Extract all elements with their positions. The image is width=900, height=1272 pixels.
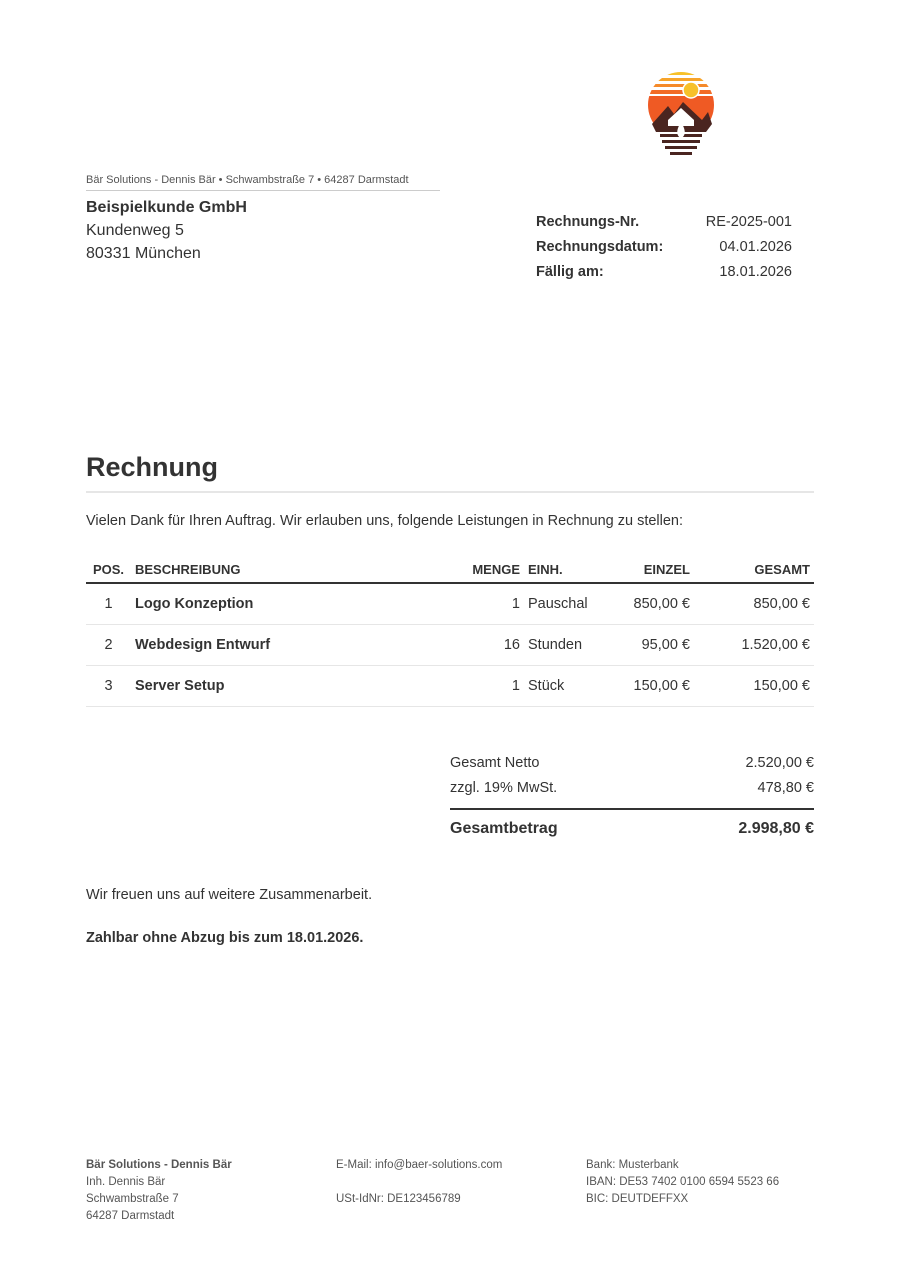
vat-value: 478,80 € <box>757 779 814 796</box>
footer-line: BIC: DEUTDEFFXX <box>586 1193 689 1205</box>
cell-quantity: 16 <box>434 625 524 666</box>
footer-line: Bär Solutions - Dennis Bär <box>86 1159 232 1171</box>
recipient-street: Kundenweg 5 <box>86 222 184 239</box>
recipient-city: 80331 München <box>86 245 201 262</box>
invoice-meta <box>536 214 792 289</box>
footer-vat-id: USt-IdNr: DE123456789 <box>336 1193 461 1205</box>
cell-unit-price: 150,00 € <box>614 666 704 707</box>
footer-line: Schwambstraße 7 <box>86 1193 179 1205</box>
meta-value: 18.01.2026 <box>719 264 792 280</box>
net-value: 2.520,00 € <box>745 754 814 771</box>
company-logo <box>646 72 716 162</box>
cell-unit-price: 95,00 € <box>614 625 704 666</box>
meta-label: Fällig am: <box>536 264 604 280</box>
table-row <box>86 625 814 666</box>
recipient-name: Beispielkunde GmbH <box>86 199 247 216</box>
col-unit: EINH. <box>524 556 614 583</box>
page-title: Rechnung <box>86 452 814 493</box>
cell-unit-price: 850,00 € <box>614 583 704 625</box>
cell-description: Logo Konzeption <box>131 583 434 625</box>
meta-label: Rechnungsdatum: <box>536 239 664 255</box>
table-row <box>86 666 814 707</box>
col-pos: POS. <box>86 556 131 583</box>
sender-line: Bär Solutions - Dennis Bär • Schwambstraße 7 • 64287 Darmstadt <box>86 174 440 191</box>
footer-line: IBAN: DE53 7402 0100 6594 5523 66 <box>586 1176 780 1188</box>
cell-unit: Stück <box>524 666 614 707</box>
net-label: Gesamt Netto <box>450 754 540 771</box>
cell-unit: Stunden <box>524 625 614 666</box>
footer-company <box>86 1157 232 1225</box>
table-header <box>86 556 814 583</box>
col-description: BESCHREIBUNG <box>131 556 434 583</box>
intro-text: Vielen Dank für Ihren Auftrag. Wir erlauben uns, folgende Leistungen in Rechnung zu stellen: <box>86 513 684 529</box>
totals <box>450 750 814 848</box>
cell-description: Webdesign Entwurf <box>131 625 434 666</box>
col-unit-price: EINZEL <box>614 556 704 583</box>
cell-total: 850,00 € <box>704 583 814 625</box>
cell-pos: 3 <box>86 666 131 707</box>
recipient-address <box>86 196 247 265</box>
meta-value: 04.01.2026 <box>719 239 792 255</box>
payment-terms: Zahlbar ohne Abzug bis zum 18.01.2026. <box>86 930 364 946</box>
table-row <box>86 583 814 625</box>
meta-label: Rechnungs-Nr. <box>536 214 640 230</box>
total-value: 2.998,80 € <box>738 820 814 837</box>
col-quantity: MENGE <box>434 556 524 583</box>
footer-line: 64287 Darmstadt <box>86 1210 175 1222</box>
cell-quantity: 1 <box>434 666 524 707</box>
cell-unit: Pauschal <box>524 583 614 625</box>
closing-text: Wir freuen uns auf weitere Zusammenarbeit. <box>86 887 373 903</box>
cell-pos: 1 <box>86 583 131 625</box>
cell-pos: 2 <box>86 625 131 666</box>
footer-bank <box>586 1157 779 1208</box>
footer-line: Bank: Musterbank <box>586 1159 679 1171</box>
total-label: Gesamtbetrag <box>450 820 558 837</box>
meta-value: RE-2025-001 <box>705 214 792 230</box>
cell-total: 150,00 € <box>704 666 814 707</box>
cell-total: 1.520,00 € <box>704 625 814 666</box>
cell-quantity: 1 <box>434 583 524 625</box>
vat-label: zzgl. 19% MwSt. <box>450 779 558 796</box>
footer-line: Inh. Dennis Bär <box>86 1176 166 1188</box>
col-total: GESAMT <box>704 556 814 583</box>
footer-email: E-Mail: info@baer-solutions.com <box>336 1159 503 1171</box>
footer-contact <box>336 1157 502 1208</box>
cell-description: Server Setup <box>131 666 434 707</box>
items-table <box>86 556 814 707</box>
